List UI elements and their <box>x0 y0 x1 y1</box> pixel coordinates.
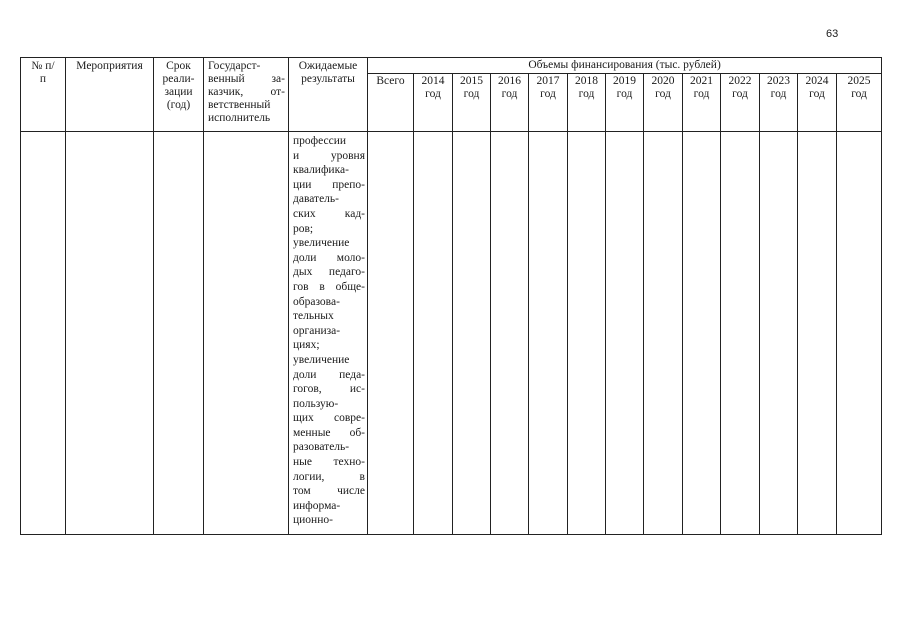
expected-results-line: квалифика- <box>293 164 349 177</box>
year-unit: год <box>655 88 671 100</box>
cell-2016 <box>491 132 529 535</box>
year-label: 2020 <box>651 75 675 87</box>
year-unit: год <box>693 88 710 100</box>
year-unit: год <box>540 88 556 100</box>
header-year-2025 <box>837 74 882 132</box>
year-label: 2019 <box>613 75 636 87</box>
expected-results-line: тельных <box>293 310 334 323</box>
cell-2018 <box>568 132 606 535</box>
cell-2024 <box>798 132 837 535</box>
expected-results-line: том числе <box>293 485 365 498</box>
expected-results-line: ских кад- <box>293 207 365 220</box>
page-number: 63 <box>826 28 839 40</box>
expected-results-line: образова- <box>293 295 340 308</box>
table-row <box>21 132 882 535</box>
year-label: 2018 <box>575 75 598 87</box>
expected-results-line: пользую- <box>293 397 339 410</box>
cell-2015 <box>453 132 491 535</box>
expected-results-line: циях; <box>293 339 320 352</box>
expected-results-line: доли моло- <box>293 251 365 264</box>
header-expected: Ожидаемые результаты <box>289 58 368 132</box>
year-label: 2024 <box>805 75 829 87</box>
header-year-2022 <box>721 74 760 132</box>
header-year-2014 <box>414 74 453 132</box>
year-unit: год <box>463 88 480 100</box>
year-unit: год <box>578 88 595 100</box>
year-unit: год <box>770 88 787 100</box>
header-customer: Государст- венный за- казчик, от- ветственный исполнитель <box>204 58 289 132</box>
header-year-2018 <box>568 74 606 132</box>
header-year-2023 <box>760 74 798 132</box>
expected-results-line: организа- <box>293 324 341 337</box>
year-unit: год <box>425 88 441 100</box>
year-unit: год <box>732 88 748 100</box>
expected-results-line: ров; <box>293 222 314 235</box>
header-year-2020 <box>644 74 683 132</box>
cell-num <box>21 132 66 535</box>
expected-results-line: даватель- <box>293 193 339 206</box>
year-unit: год <box>501 88 518 100</box>
cell-customer <box>204 132 289 535</box>
expected-results-line: гогов, ис- <box>293 383 365 396</box>
expected-results-line: гов в обще- <box>293 280 365 293</box>
expected-results-text <box>293 134 365 528</box>
header-year-2019 <box>606 74 644 132</box>
header-term-label: Срок реали- зации (год) <box>162 60 195 111</box>
expected-results-line: разователь- <box>293 441 350 454</box>
cell-2023 <box>760 132 798 535</box>
expected-results-line: увеличение <box>293 237 350 250</box>
cell-term <box>154 132 204 535</box>
expected-results-line: информа- <box>293 499 341 512</box>
header-year-2024 <box>798 74 837 132</box>
header-events: Мероприятия <box>66 58 154 132</box>
expected-results-line: ционно- <box>293 514 333 527</box>
year-label: 2021 <box>690 75 713 87</box>
year-label: 2014 <box>421 75 445 87</box>
expected-results-line: логии, в <box>293 470 365 483</box>
cell-expected-results <box>289 132 368 535</box>
cell-2020 <box>644 132 683 535</box>
year-label: 2022 <box>728 75 752 87</box>
funding-table <box>20 57 882 535</box>
expected-results-line: и уровня <box>293 149 365 162</box>
cell-events <box>66 132 154 535</box>
year-label: 2016 <box>498 75 521 87</box>
header-num <box>21 58 66 132</box>
cell-2019 <box>606 132 644 535</box>
header-funding-group: Объемы финансирования (тыс. рублей) <box>368 58 882 74</box>
expected-results-line: доли педа- <box>293 368 365 381</box>
expected-results-line: увеличение <box>293 353 350 366</box>
year-unit: год <box>616 88 633 100</box>
expected-results-line: ции препо- <box>293 178 365 191</box>
cell-2014 <box>414 132 453 535</box>
cell-2017 <box>529 132 568 535</box>
expected-results-line: ные техно- <box>293 456 365 469</box>
header-year-2021 <box>683 74 721 132</box>
year-label: 2017 <box>536 75 560 87</box>
year-label: 2023 <box>767 75 790 87</box>
year-unit: год <box>809 88 825 100</box>
header-year-2015 <box>453 74 491 132</box>
expected-results-line: профессии <box>293 135 347 147</box>
cell-2022 <box>721 132 760 535</box>
header-term <box>154 58 204 132</box>
cell-total <box>368 132 414 535</box>
expected-results-line: менные об- <box>293 426 365 439</box>
header-year-2016 <box>491 74 529 132</box>
year-label: 2025 <box>847 75 871 87</box>
cell-2025 <box>837 132 882 535</box>
header-total: Всего <box>368 74 414 132</box>
cell-2021 <box>683 132 721 535</box>
year-label: 2015 <box>460 75 483 87</box>
expected-results-line: щих совре- <box>293 412 365 425</box>
expected-results-line: дых педаго- <box>293 266 365 279</box>
header-num-label: № п/п <box>31 60 55 85</box>
header-year-2017 <box>529 74 568 132</box>
year-unit: год <box>851 88 867 100</box>
